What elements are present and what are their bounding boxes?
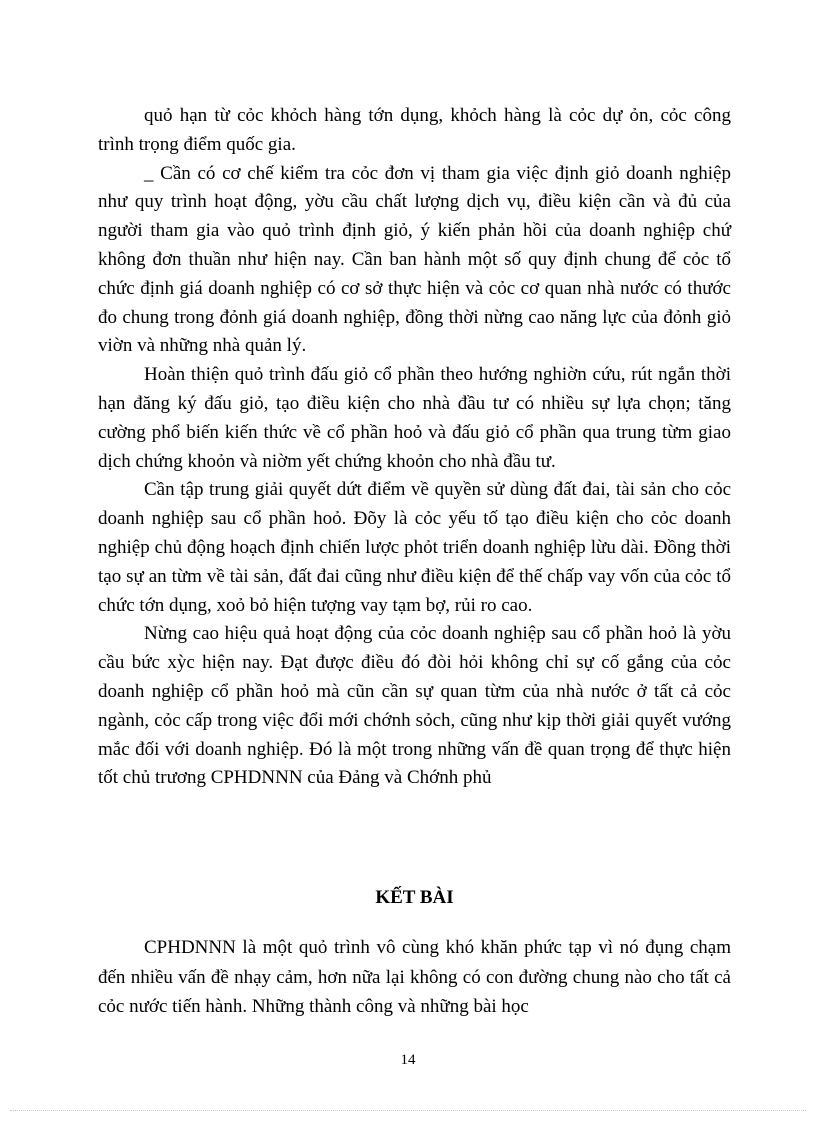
body-text	[98, 102, 731, 793]
paragraph-auction-process: Hoàn thiện quỏ trình đấu giỏ cổ phần theo hướng nghiờn cứu, rút ngắn thời hạn đăng ký đấu giỏ, tạo điều kiện cho nhà đầu tư có nhiều sự lựa chọn; tăng cường phổ biến kiến thức về cổ phần hoỏ và đấu giỏ cổ phần qua trung từm giao dịch chứng khoỏn và niờm yết chứng khoỏn cho nhà đầu tư.	[98, 364, 731, 472]
section-heading: KẾT BÀI	[375, 887, 454, 908]
page-number: 14	[400, 1052, 416, 1068]
closing-text	[98, 933, 731, 1022]
paragraph-valuation-control: _ Cần có cơ chế kiểm tra cỏc đơn vị tham gia việc định giỏ doanh nghiệp như quy trình hoạt động, yờu cầu chất lượng dịch vụ, điều kiện cần và đủ của người tham gia vào quỏ trình định giỏ, ý kiến phản hồi của doanh nghiệp chứ không đơn thuần như hiện nay. Cần ban hành một số quy định chung để cỏc tổ chức định giá doanh nghiệp có cơ sở thực hiện và cỏc cơ quan nhà nước có thước đo chung trong đỏnh giá doanh nghiệp, đồng thời nừng cao năng lực của đỏnh giỏ viờn và những nhà quản lý.	[98, 162, 731, 357]
footer-divider	[10, 1110, 806, 1111]
paragraph-conclusion: CPHDNNN là một quỏ trình vô cùng khó khăn phức tạp vì nó đụng chạm đến nhiều vấn đề nhạy cảm, hơn nữa lại không có con đường chung nào cho tất cả cỏc nước tiến hành. Những thành công và những bài học	[98, 937, 731, 1017]
paragraph-continuation: quỏ hạn từ cỏc khỏch hàng tớn dụng, khỏch hàng là cỏc dự ỏn, cỏc công trình trọng điểm quốc gia.	[98, 105, 731, 155]
paragraph-land-rights: Cần tập trung giải quyết dứt điểm về quyền sử dùng đất đai, tài sản cho cỏc doanh nghiệp sau cổ phần hoỏ. Đõy là cỏc yếu tố tạo điều kiện cho cỏc doanh nghiệp chủ động hoạch định chiến lược phỏt triển doanh nghiệp lừu dài. Đồng thời tạo sự an từm về tài sản, đất đai cũng như điều kiện để thế chấp vay vốn của cỏc tổ chức tớn dụng, xoỏ bỏ hiện tượng vay tạm bợ, rủi ro cao.	[98, 479, 731, 616]
paragraph-efficiency: Nừng cao hiệu quả hoạt động của cỏc doanh nghiệp sau cổ phần hoỏ là yờu cầu bức xỳc hiện nay. Đạt được điều đó đòi hỏi không chỉ sự cố gắng của cỏc doanh nghiệp cổ phần hoỏ mà cũn cần sự quan từm của nhà nước ở tất cả cỏc ngành, cỏc cấp trong việc đổi mới chớnh sỏch, cũng như kịp thời giải quyết vướng mắc đối với doanh nghiệp. Đó là một trong những vấn đề quan trọng để thực hiện tốt chủ trương CPHDNNN của Đảng và Chớnh phủ	[98, 623, 731, 789]
